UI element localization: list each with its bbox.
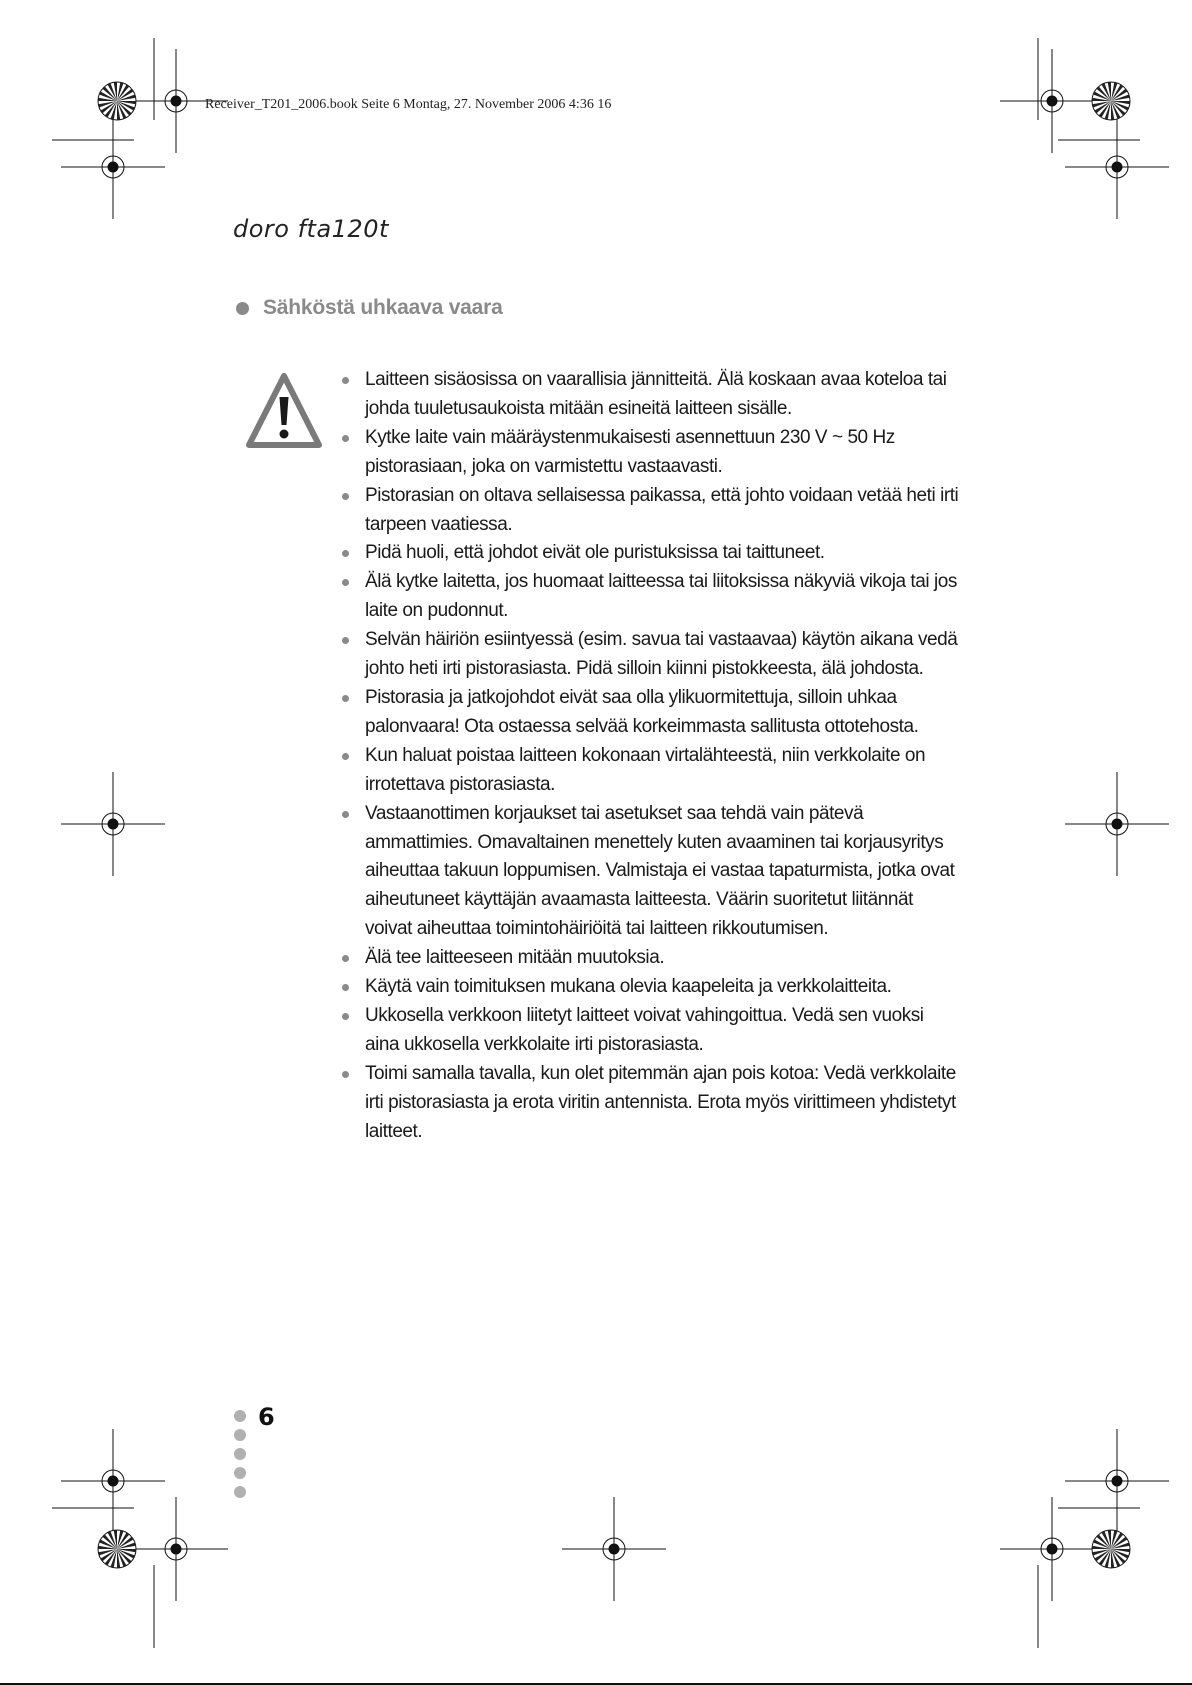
crosshair-icon — [61, 1429, 165, 1533]
page-dot — [234, 1467, 246, 1479]
crosshair-icon — [562, 1497, 666, 1601]
safety-bullet-list — [339, 366, 959, 1146]
list-item: Älä kytke laitetta, jos huomaat laitteessa tai liitoksissa näkyviä vikoja tai jos laite on pudonnut. — [339, 568, 959, 626]
section-heading — [236, 296, 503, 320]
crosshair-icon — [124, 1497, 228, 1601]
page-dots-decoration — [234, 1410, 246, 1505]
list-item: Älä tee laitteeseen mitään muutoksia. — [339, 944, 959, 973]
starburst-target-icon — [1092, 82, 1130, 120]
starburst-target-icon — [1092, 1530, 1130, 1568]
warning-triangle-icon — [246, 372, 322, 450]
list-item: Toimi samalla tavalla, kun olet pitemmän ajan pois kotoa: Vedä verkkolaite irti pistorasiasta ja erota viritin antennista. Erota myös virittimeen yhdistetyt laitteet. — [339, 1060, 959, 1147]
crosshair-icon — [1000, 49, 1104, 153]
list-item: Selvän häiriön esiintyessä (esim. savua tai vastaavaa) käytön aikana vedä johto heti irti pistorasiasta. Pidä silloin kiinni pistokkeesta, älä johdosta. — [339, 626, 959, 684]
page-dot — [234, 1486, 246, 1498]
list-item: Pidä huoli, että johdot eivät ole puristuksissa tai taittuneet. — [339, 539, 959, 568]
list-item: Vastaanottimen korjaukset tai asetukset saa tehdä vain pätevä ammattimies. Omavaltainen menettely kuten avaaminen tai korjausyritys aiheuttaa takuun loppumisen. Valmistaja ei vastaa tapaturmista, jotka ovat aiheutuneet käyttäjän avaamasta laitteesta. Väärin suoritetut liitännät voivat aiheuttaa toimintohäiriöitä tai laitteen rikkoutumisen. — [339, 800, 959, 945]
crosshair-icon — [1065, 772, 1169, 876]
page-number: 6 — [258, 1403, 275, 1431]
list-item: Kytke laite vain määräystenmukaisesti asennettuun 230 V ~ 50 Hz pistorasiaan, joka on varmistettu vastaavasti. — [339, 424, 959, 482]
list-item: Käytä vain toimituksen mukana olevia kaapeleita ja verkkolaitteita. — [339, 973, 959, 1002]
page-dot — [234, 1410, 246, 1422]
heading-bullet-icon — [236, 302, 249, 315]
crosshair-icon — [61, 115, 165, 219]
list-item: Ukkosella verkkoon liitetyt laitteet voivat vahingoittua. Vedä sen vuoksi aina ukkosella verkkolaite irti pistorasiasta. — [339, 1002, 959, 1060]
crosshair-icon — [61, 772, 165, 876]
list-item: Laitteen sisäosissa on vaarallisia jännitteitä. Älä koskaan avaa koteloa tai johda tuuletusaukoista mitään esineitä laitteen sisälle. — [339, 366, 959, 424]
page-dot — [234, 1429, 246, 1441]
crosshair-icon — [1065, 1429, 1169, 1533]
brand-title: doro fta120t — [233, 215, 389, 243]
list-item: Pistorasia ja jatkojohdot eivät saa olla ylikuormitettuja, silloin uhkaa palonvaara! Ota ostaessa selvää korkeimmasta sallitusta ottotehosta. — [339, 684, 959, 742]
print-slug-line: Receiver_T201_2006.book Seite 6 Montag, 27. November 2006 4:36 16 — [205, 97, 612, 112]
list-item: Pistorasian on oltava sellaisessa paikassa, että johto voidaan vetää heti irti tarpeen vaatiessa. — [339, 482, 959, 540]
section-heading-text: Sähköstä uhkaava vaara — [263, 296, 503, 319]
starburst-target-icon — [98, 82, 136, 120]
crosshair-icon — [1000, 1497, 1104, 1601]
page-dot — [234, 1448, 246, 1460]
crosshair-icon — [1065, 115, 1169, 219]
list-item: Kun haluat poistaa laitteen kokonaan virtalähteestä, niin verkkolaite on irrotettava pistorasiasta. — [339, 742, 959, 800]
starburst-target-icon — [98, 1530, 136, 1568]
